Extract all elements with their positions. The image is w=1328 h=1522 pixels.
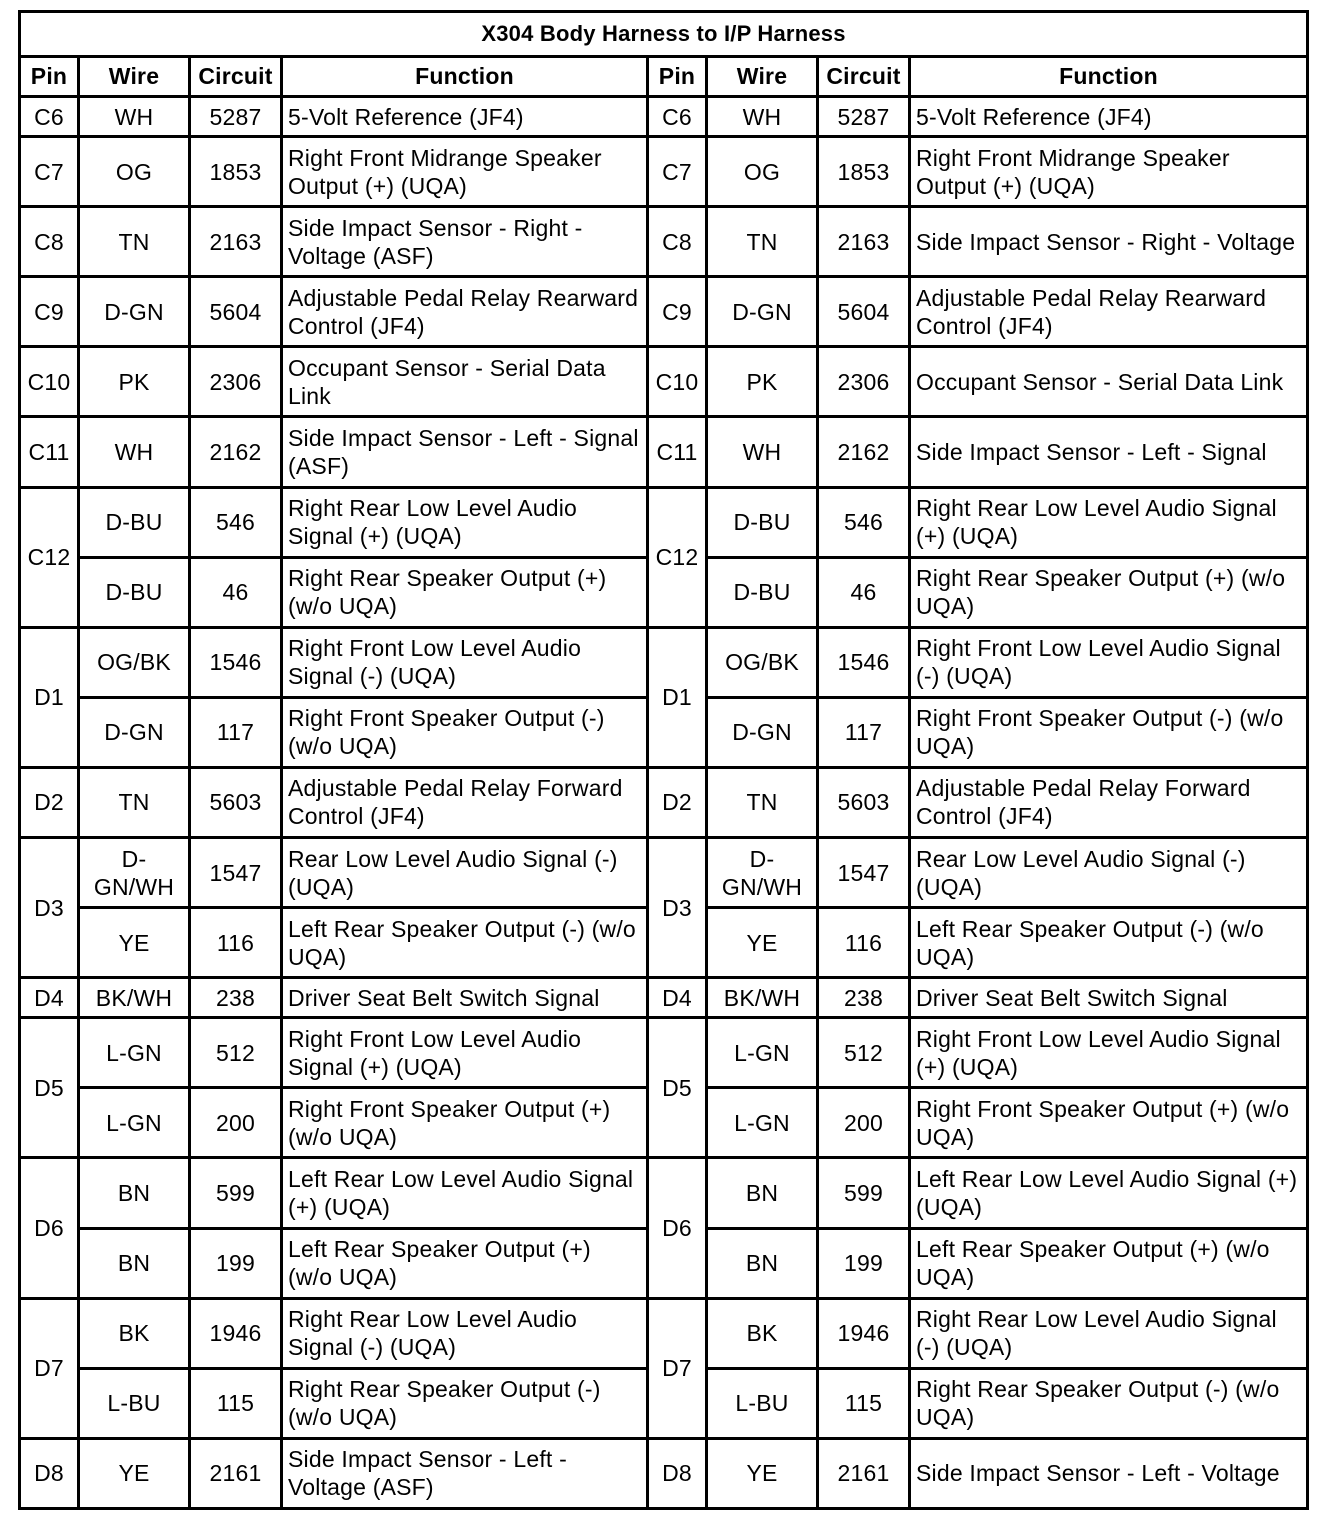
function-cell-left: Rear Low Level Audio Signal (-) (UQA) (282, 837, 648, 907)
wire-cell-left: BK/WH (79, 978, 190, 1018)
wire-cell-left: BN (79, 1158, 190, 1228)
circuit-cell-left: 200 (190, 1088, 282, 1158)
header-circuit-right: Circuit (818, 57, 910, 97)
pin-cell-left: C6 (20, 97, 79, 137)
function-cell-right: Left Rear Speaker Output (-) (w/o UQA) (910, 908, 1308, 978)
pin-cell-left: C9 (20, 277, 79, 347)
circuit-cell-left: 2161 (190, 1438, 282, 1508)
wire-cell-right: L-BU (707, 1368, 818, 1438)
header-function-left: Function (282, 57, 648, 97)
pin-cell-right: D1 (648, 627, 707, 767)
wire-cell-right: OG/BK (707, 627, 818, 697)
circuit-cell-right: 5603 (818, 767, 910, 837)
wire-cell-left: D-GN/WH (79, 837, 190, 907)
function-cell-left: Left Rear Low Level Audio Signal (+) (UQA) (282, 1158, 648, 1228)
function-cell-right: Rear Low Level Audio Signal (-) (UQA) (910, 837, 1308, 907)
function-cell-right: Occupant Sensor - Serial Data Link (910, 347, 1308, 417)
header-wire-left: Wire (79, 57, 190, 97)
circuit-cell-right: 2306 (818, 347, 910, 417)
circuit-cell-left: 2162 (190, 417, 282, 487)
circuit-cell-left: 1853 (190, 137, 282, 207)
wire-cell-right: TN (707, 767, 818, 837)
function-cell-right: Side Impact Sensor - Left - Voltage (910, 1438, 1308, 1508)
circuit-cell-left: 5603 (190, 767, 282, 837)
function-cell-right: Right Front Low Level Audio Signal (+) (UQA) (910, 1018, 1308, 1088)
function-cell-right: Side Impact Sensor - Left - Signal (910, 417, 1308, 487)
pin-cell-right: D6 (648, 1158, 707, 1298)
pin-cell-left: C10 (20, 347, 79, 417)
circuit-cell-left: 1546 (190, 627, 282, 697)
function-cell-right: Right Rear Low Level Audio Signal (-) (UQA) (910, 1298, 1308, 1368)
wire-cell-right: OG (707, 137, 818, 207)
pin-cell-right: C10 (648, 347, 707, 417)
wire-cell-right: YE (707, 908, 818, 978)
wire-cell-left: WH (79, 417, 190, 487)
pin-cell-right: D3 (648, 837, 707, 977)
circuit-cell-left: 5604 (190, 277, 282, 347)
table-row (20, 487, 1308, 557)
function-cell-right: Left Rear Low Level Audio Signal (+) (UQA) (910, 1158, 1308, 1228)
wire-cell-left: WH (79, 97, 190, 137)
function-cell-left: Occupant Sensor - Serial Data Link (282, 347, 648, 417)
header-pin-left: Pin (20, 57, 79, 97)
circuit-cell-left: 1946 (190, 1298, 282, 1368)
wire-cell-right: D-BU (707, 487, 818, 557)
circuit-cell-right: 1546 (818, 627, 910, 697)
pin-cell-left: C8 (20, 207, 79, 277)
wire-cell-left: YE (79, 908, 190, 978)
wire-cell-left: D-GN (79, 697, 190, 767)
table-row (20, 978, 1308, 1018)
function-cell-left: Adjustable Pedal Relay Forward Control (JF4) (282, 767, 648, 837)
function-cell-left: Right Rear Low Level Audio Signal (+) (UQA) (282, 487, 648, 557)
circuit-cell-right: 5604 (818, 277, 910, 347)
pin-cell-left: C7 (20, 137, 79, 207)
circuit-cell-right: 1547 (818, 837, 910, 907)
table-row (20, 627, 1308, 697)
header-pin-right: Pin (648, 57, 707, 97)
function-cell-left: Left Rear Speaker Output (+) (w/o UQA) (282, 1228, 648, 1298)
function-cell-left: Right Rear Low Level Audio Signal (-) (UQA) (282, 1298, 648, 1368)
pin-cell-left: D6 (20, 1158, 79, 1298)
function-cell-right: 5-Volt Reference (JF4) (910, 97, 1308, 137)
pin-cell-left: D1 (20, 627, 79, 767)
function-cell-right: Driver Seat Belt Switch Signal (910, 978, 1308, 1018)
wire-cell-right: WH (707, 97, 818, 137)
header-circuit-left: Circuit (190, 57, 282, 97)
circuit-cell-left: 512 (190, 1018, 282, 1088)
wire-cell-right: L-GN (707, 1018, 818, 1088)
circuit-cell-left: 546 (190, 487, 282, 557)
table-row (20, 767, 1308, 837)
function-cell-right: Right Rear Low Level Audio Signal (+) (UQA) (910, 487, 1308, 557)
circuit-cell-right: 199 (818, 1228, 910, 1298)
pin-cell-left: D8 (20, 1438, 79, 1508)
function-cell-right: Adjustable Pedal Relay Rearward Control (JF4) (910, 277, 1308, 347)
circuit-cell-left: 116 (190, 908, 282, 978)
wire-cell-right: BN (707, 1158, 818, 1228)
circuit-cell-right: 1946 (818, 1298, 910, 1368)
function-cell-left: Right Front Low Level Audio Signal (-) (UQA) (282, 627, 648, 697)
circuit-cell-right: 599 (818, 1158, 910, 1228)
pin-cell-left: D3 (20, 837, 79, 977)
wire-cell-left: OG (79, 137, 190, 207)
circuit-cell-left: 599 (190, 1158, 282, 1228)
pin-cell-right: D7 (648, 1298, 707, 1438)
function-cell-left: 5-Volt Reference (JF4) (282, 97, 648, 137)
pin-cell-left: C12 (20, 487, 79, 627)
circuit-cell-left: 1547 (190, 837, 282, 907)
pin-cell-right: C12 (648, 487, 707, 627)
function-cell-left: Right Rear Speaker Output (+) (w/o UQA) (282, 557, 648, 627)
pin-cell-right: C11 (648, 417, 707, 487)
circuit-cell-right: 200 (818, 1088, 910, 1158)
circuit-cell-left: 5287 (190, 97, 282, 137)
circuit-cell-right: 512 (818, 1018, 910, 1088)
pin-cell-left: C11 (20, 417, 79, 487)
function-cell-left: Left Rear Speaker Output (-) (w/o UQA) (282, 908, 648, 978)
function-cell-right: Side Impact Sensor - Right - Voltage (910, 207, 1308, 277)
table-body (20, 97, 1308, 1509)
table-row (20, 1298, 1308, 1368)
function-cell-right: Right Front Midrange Speaker Output (+) (UQA) (910, 137, 1308, 207)
pin-cell-right: D4 (648, 978, 707, 1018)
table-row (20, 417, 1308, 487)
pin-cell-right: D8 (648, 1438, 707, 1508)
wire-cell-left: L-BU (79, 1368, 190, 1438)
function-cell-right: Right Front Speaker Output (-) (w/o UQA) (910, 697, 1308, 767)
wire-cell-right: BK (707, 1298, 818, 1368)
function-cell-right: Left Rear Speaker Output (+) (w/o UQA) (910, 1228, 1308, 1298)
table-row (20, 837, 1308, 907)
circuit-cell-right: 115 (818, 1368, 910, 1438)
wire-cell-left: TN (79, 207, 190, 277)
wire-cell-left: TN (79, 767, 190, 837)
header-function-right: Function (910, 57, 1308, 97)
pin-cell-right: C8 (648, 207, 707, 277)
connector-pinout-table (18, 10, 1309, 1510)
circuit-cell-right: 546 (818, 487, 910, 557)
table-row (20, 1438, 1308, 1508)
wire-cell-right: WH (707, 417, 818, 487)
wire-cell-right: BK/WH (707, 978, 818, 1018)
circuit-cell-left: 199 (190, 1228, 282, 1298)
wire-cell-left: BN (79, 1228, 190, 1298)
wire-cell-right: D-GN (707, 277, 818, 347)
function-cell-left: Right Front Midrange Speaker Output (+) (UQA) (282, 137, 648, 207)
circuit-cell-right: 46 (818, 557, 910, 627)
wire-cell-left: L-GN (79, 1018, 190, 1088)
pin-cell-right: D5 (648, 1018, 707, 1158)
circuit-cell-left: 46 (190, 557, 282, 627)
pin-cell-left: D2 (20, 767, 79, 837)
wire-cell-left: BK (79, 1298, 190, 1368)
circuit-cell-right: 116 (818, 908, 910, 978)
function-cell-right: Right Rear Speaker Output (+) (w/o UQA) (910, 557, 1308, 627)
table-row (20, 137, 1308, 207)
function-cell-right: Right Front Low Level Audio Signal (-) (UQA) (910, 627, 1308, 697)
table-row (20, 277, 1308, 347)
circuit-cell-right: 238 (818, 978, 910, 1018)
wire-cell-right: BN (707, 1228, 818, 1298)
pin-cell-left: D4 (20, 978, 79, 1018)
function-cell-left: Side Impact Sensor - Right - Voltage (ASF) (282, 207, 648, 277)
function-cell-right: Adjustable Pedal Relay Forward Control (JF4) (910, 767, 1308, 837)
pin-cell-left: D7 (20, 1298, 79, 1438)
wire-cell-right: D-GN (707, 697, 818, 767)
wire-cell-left: L-GN (79, 1088, 190, 1158)
pin-cell-right: C6 (648, 97, 707, 137)
circuit-cell-right: 2163 (818, 207, 910, 277)
wire-cell-right: D-GN/WH (707, 837, 818, 907)
circuit-cell-right: 1853 (818, 137, 910, 207)
pin-cell-left: D5 (20, 1018, 79, 1158)
wire-cell-left: PK (79, 347, 190, 417)
circuit-cell-right: 5287 (818, 97, 910, 137)
pin-cell-right: C7 (648, 137, 707, 207)
function-cell-left: Adjustable Pedal Relay Rearward Control (JF4) (282, 277, 648, 347)
function-cell-right: Right Front Speaker Output (+) (w/o UQA) (910, 1088, 1308, 1158)
wire-cell-right: TN (707, 207, 818, 277)
table-title: X304 Body Harness to I/P Harness (20, 12, 1308, 57)
pin-cell-right: C9 (648, 277, 707, 347)
table-row (20, 347, 1308, 417)
table-row (20, 97, 1308, 137)
circuit-cell-left: 238 (190, 978, 282, 1018)
wire-cell-right: D-BU (707, 557, 818, 627)
function-cell-left: Side Impact Sensor - Left - Voltage (ASF) (282, 1438, 648, 1508)
pin-cell-right: D2 (648, 767, 707, 837)
circuit-cell-right: 2161 (818, 1438, 910, 1508)
wire-cell-right: L-GN (707, 1088, 818, 1158)
wire-cell-left: D-GN (79, 277, 190, 347)
circuit-cell-left: 2306 (190, 347, 282, 417)
circuit-cell-left: 115 (190, 1368, 282, 1438)
wire-cell-left: OG/BK (79, 627, 190, 697)
circuit-cell-right: 2162 (818, 417, 910, 487)
function-cell-left: Driver Seat Belt Switch Signal (282, 978, 648, 1018)
function-cell-left: Right Rear Speaker Output (-) (w/o UQA) (282, 1368, 648, 1438)
circuit-cell-left: 2163 (190, 207, 282, 277)
function-cell-right: Right Rear Speaker Output (-) (w/o UQA) (910, 1368, 1308, 1438)
wire-cell-right: YE (707, 1438, 818, 1508)
table-row (20, 1158, 1308, 1228)
table-row (20, 207, 1308, 277)
table-row (20, 1018, 1308, 1088)
circuit-cell-right: 117 (818, 697, 910, 767)
function-cell-left: Right Front Speaker Output (+) (w/o UQA) (282, 1088, 648, 1158)
wire-cell-left: D-BU (79, 557, 190, 627)
header-wire-right: Wire (707, 57, 818, 97)
circuit-cell-left: 117 (190, 697, 282, 767)
wire-cell-left: YE (79, 1438, 190, 1508)
function-cell-left: Right Front Low Level Audio Signal (+) (UQA) (282, 1018, 648, 1088)
wire-cell-left: D-BU (79, 487, 190, 557)
function-cell-left: Side Impact Sensor - Left - Signal (ASF) (282, 417, 648, 487)
function-cell-left: Right Front Speaker Output (-) (w/o UQA) (282, 697, 648, 767)
wire-cell-right: PK (707, 347, 818, 417)
